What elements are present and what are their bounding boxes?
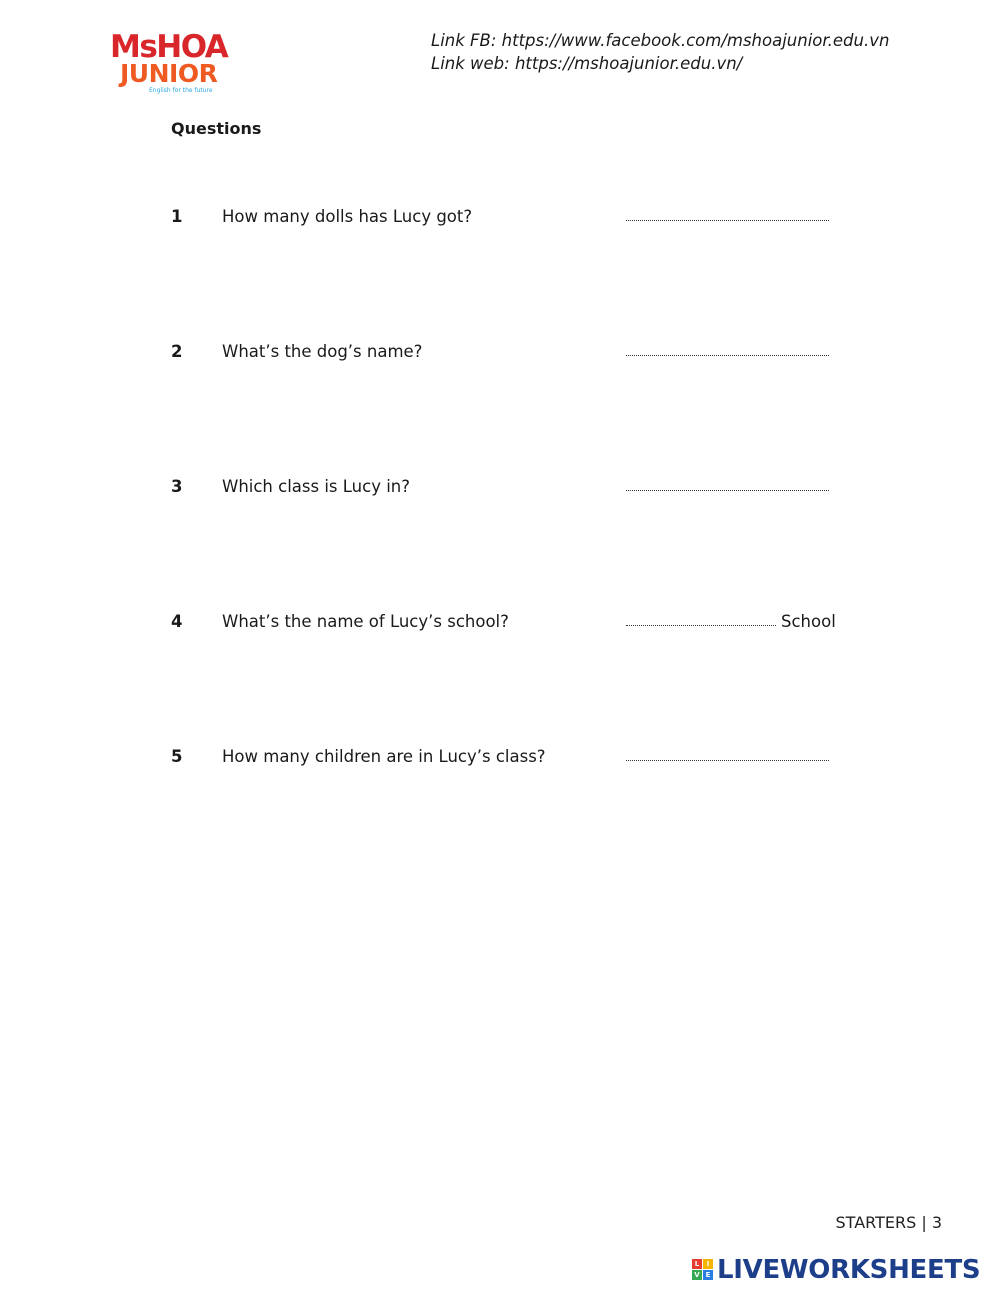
question-row <box>171 475 871 499</box>
facebook-link[interactable]: Link FB: https://www.facebook.com/mshoajunior.edu.vn <box>431 31 890 50</box>
question-number: 3 <box>171 477 183 496</box>
liveworksheets-wordmark: LIVEWORKSHEETS <box>717 1255 981 1285</box>
question-row <box>171 610 871 634</box>
question-number: 1 <box>171 207 183 226</box>
answer-line[interactable] <box>626 760 829 761</box>
answer-line[interactable] <box>626 490 829 491</box>
question-number: 2 <box>171 342 183 361</box>
header-links <box>431 29 889 75</box>
badge-square-l: L <box>692 1259 702 1269</box>
logo-sub-text: JUNIOR <box>120 59 218 88</box>
question-row <box>171 340 871 364</box>
liveworksheets-badge-icon <box>692 1259 714 1281</box>
question-row <box>171 205 871 229</box>
logo-tagline: English for the future <box>149 87 213 94</box>
question-row <box>171 745 871 769</box>
badge-square-i: I <box>703 1259 713 1269</box>
website-link[interactable]: Link web: https://mshoajunior.edu.vn/ <box>431 54 743 73</box>
logo-main-text: MsHOA <box>110 29 228 65</box>
badge-square-e: E <box>703 1270 713 1280</box>
question-text: What’s the name of Lucy’s school? <box>222 612 509 631</box>
liveworksheets-logo <box>692 1254 992 1286</box>
answer-line[interactable] <box>626 625 776 626</box>
answer-line[interactable] <box>626 220 829 221</box>
mshoa-junior-logo <box>108 30 232 96</box>
section-title: Questions <box>171 119 262 138</box>
badge-square-v: V <box>692 1270 702 1280</box>
question-text: How many children are in Lucy’s class? <box>222 747 546 766</box>
answer-line[interactable] <box>626 355 829 356</box>
question-number: 5 <box>171 747 183 766</box>
question-text: Which class is Lucy in? <box>222 477 411 496</box>
page-label: STARTERS | 3 <box>835 1213 942 1232</box>
question-number: 4 <box>171 612 183 631</box>
question-text: What’s the dog’s name? <box>222 342 423 361</box>
answer-suffix: School <box>781 612 836 631</box>
question-text: How many dolls has Lucy got? <box>222 207 473 226</box>
